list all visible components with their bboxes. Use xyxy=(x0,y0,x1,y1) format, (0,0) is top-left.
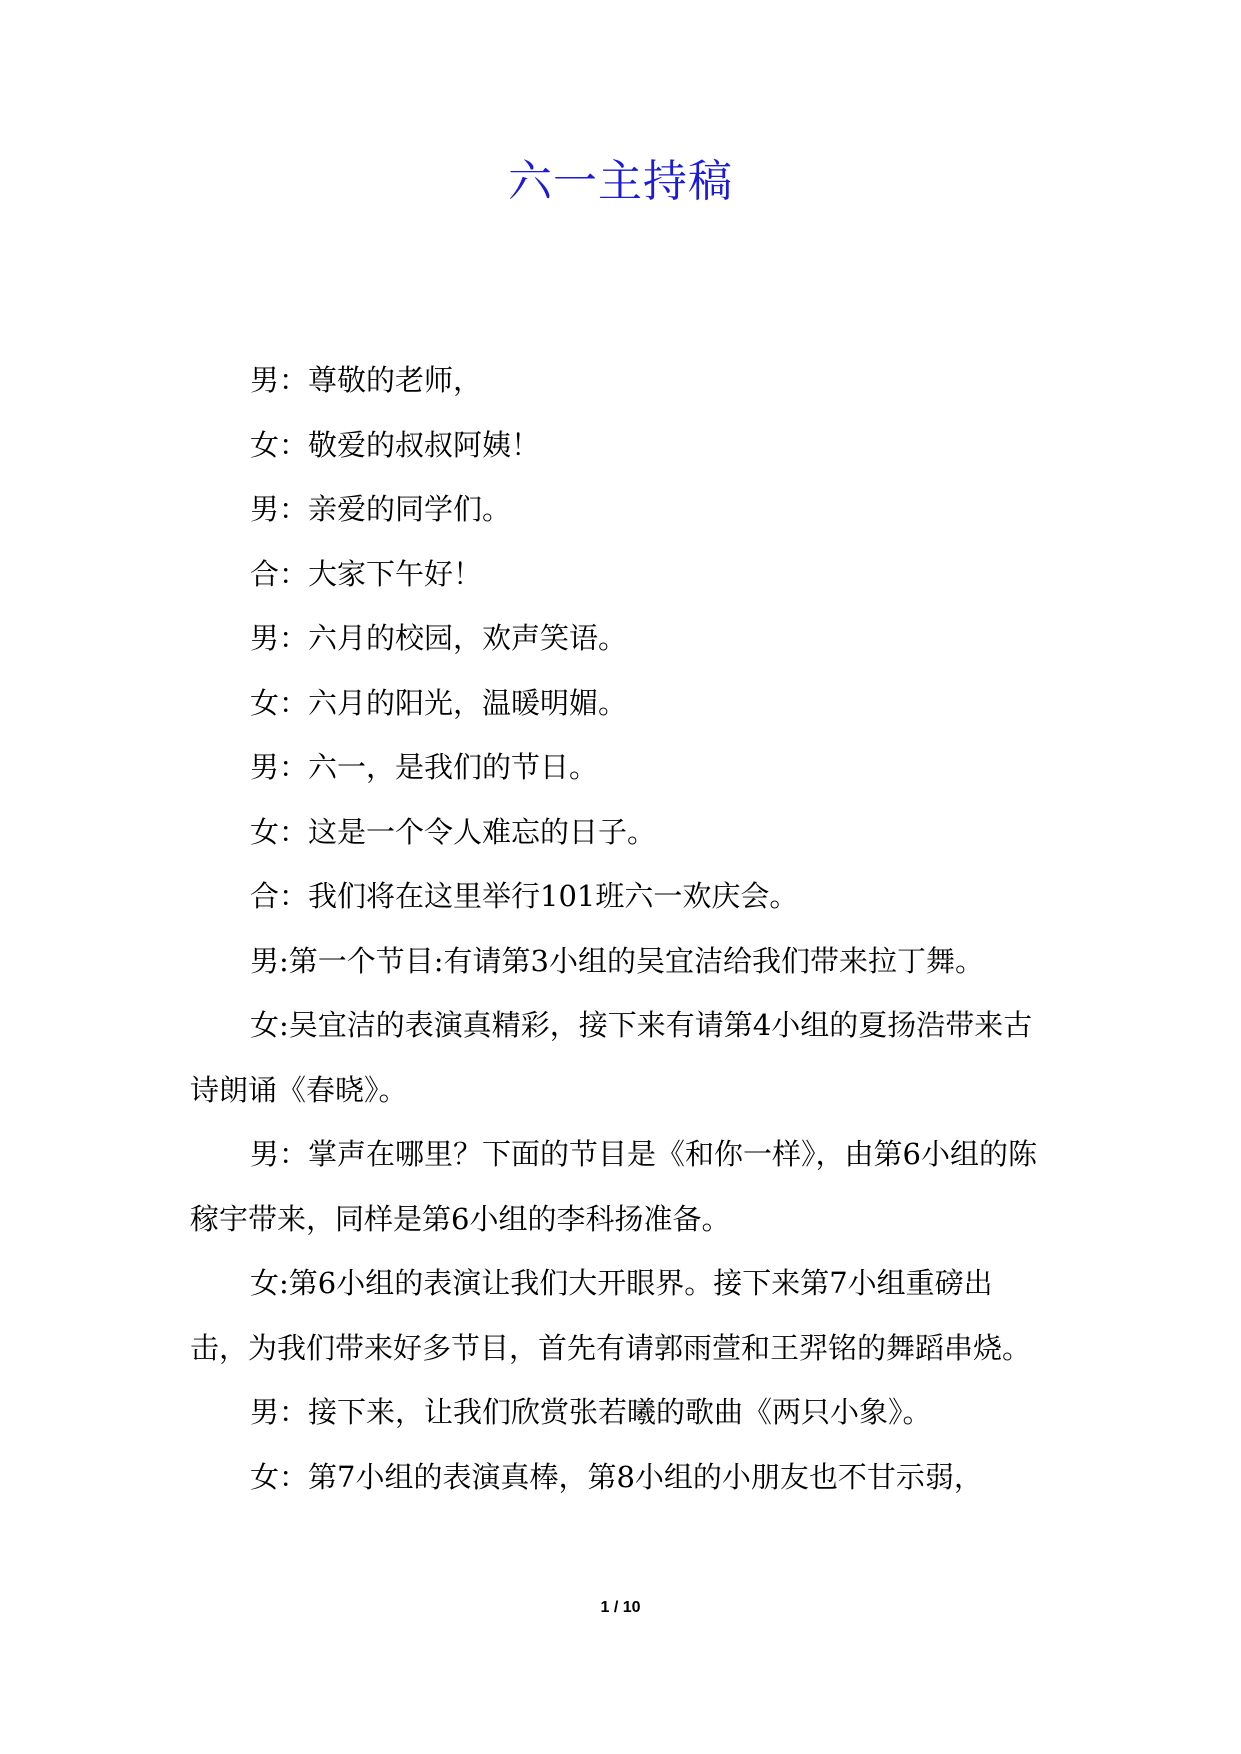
paragraph: 男：六月的校园，欢声笑语。 xyxy=(250,621,628,655)
paragraph: 男：尊敬的老师， xyxy=(250,363,483,397)
paragraph: 男：接下来，让我们欣赏张若曦的歌曲《两只小象》。 xyxy=(250,1395,932,1429)
paragraph: 女：这是一个令人难忘的日子。 xyxy=(250,814,657,849)
page-number: 1 / 10 xyxy=(600,1599,641,1616)
paragraph: 合：我们将在这里举行101班六一欢庆会。 xyxy=(250,879,799,913)
paragraph: 男：亲爱的同学们。 xyxy=(250,492,512,526)
paragraph: 女：第7小组的表演真棒，第8小组的小朋友也不甘示弱， xyxy=(250,1459,983,1494)
paragraph: 男:第一个节目:有请第3小组的吴宜洁给我们带来拉丁舞。 xyxy=(250,943,984,978)
document-body xyxy=(190,348,1050,1509)
paragraph: 女:第6小组的表演让我们大开眼界。接下来第7小组重磅出击，为我们带来好多节目，首先有请郭雨萱和王羿铭的舞蹈串烧。 xyxy=(190,1266,1032,1365)
paragraph: 女:吴宜洁的表演真精彩，接下来有请第4小组的夏扬浩带来古诗朗诵《春晓》。 xyxy=(190,1008,1033,1107)
paragraph: 男：六一，是我们的节日。 xyxy=(250,750,599,784)
document-title: 六一主持稿 xyxy=(508,156,733,207)
paragraph: 女：六月的阳光，温暖明媚。 xyxy=(250,685,628,720)
paragraph: 合：大家下午好！ xyxy=(250,556,483,591)
paragraph: 男：掌声在哪里？下面的节目是《和你一样》，由第6小组的陈稼宇带来，同样是第6小组的李科扬准备。 xyxy=(190,1137,1037,1236)
paragraph: 女：敬爱的叔叔阿姨！ xyxy=(250,427,541,462)
